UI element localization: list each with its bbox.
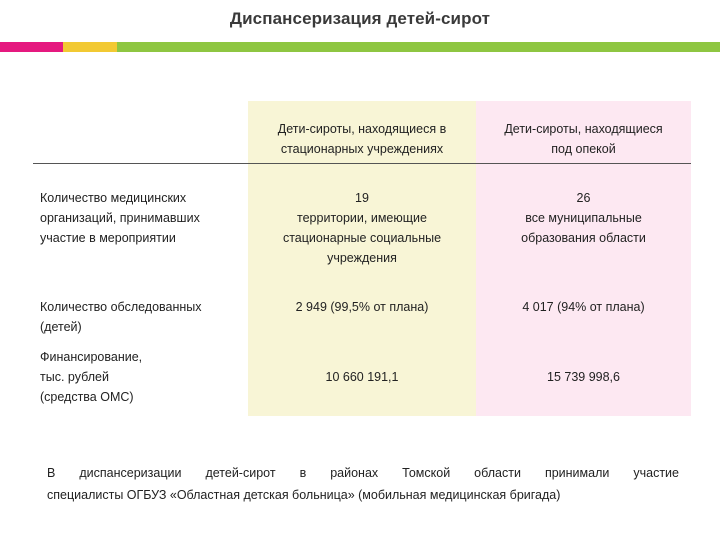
cell-examined-institutions <box>248 297 476 317</box>
cell-organizations-guardianship <box>476 188 691 248</box>
stripe-segment-yellow <box>63 42 117 52</box>
row-label-line: организаций, принимавших <box>40 211 200 225</box>
row-label-line: Количество обследованных <box>40 300 202 314</box>
cell-detail: образования области <box>521 231 646 245</box>
cell-detail: все муниципальные <box>525 211 642 225</box>
cell-detail: учреждения <box>327 251 397 265</box>
cell-value: 2 949 (99,5% от плана) <box>295 300 429 314</box>
cell-financing-institutions <box>248 367 476 387</box>
cell-organizations-institutions <box>248 188 476 268</box>
cell-value: 19 <box>355 191 369 205</box>
page-title: Диспансеризация детей-сирот <box>229 9 491 28</box>
row-label-organizations <box>40 188 245 248</box>
cell-value: 4 017 (94% от плана) <box>522 300 645 314</box>
row-label-line: участие в мероприятии <box>40 231 176 245</box>
stripe-segment-pink <box>0 42 63 52</box>
row-label-line: (детей) <box>40 320 82 334</box>
cell-value: 15 739 998,6 <box>547 370 620 384</box>
header-divider <box>33 163 691 164</box>
row-label-line: тыс. рублей <box>40 370 109 384</box>
footnote-line: специалисты ОГБУЗ «Областная детская больница» (мобильная медицинская бригада) <box>47 488 561 502</box>
column-header-institutions <box>248 119 476 159</box>
cell-value: 26 <box>576 191 591 205</box>
column-header-guardianship <box>476 119 691 159</box>
row-label-examined <box>40 297 245 337</box>
row-label-line: (средства ОМС) <box>40 390 134 404</box>
row-label-line: Финансирование, <box>40 350 143 364</box>
stripe-segment-green <box>117 42 720 52</box>
cell-value: 10 660 191,1 <box>325 370 399 384</box>
cell-detail: территории, имеющие <box>297 211 427 225</box>
column-header-line: Дети-сироты, находящиеся в <box>277 122 447 136</box>
row-label-line: Количество медицинских <box>40 191 187 205</box>
color-stripe <box>0 42 720 52</box>
footnote-line: В диспансеризации детей-сирот в районах Томской области принимали участие <box>47 466 679 480</box>
footnote <box>47 462 679 506</box>
column-header-line: Дети-сироты, находящиеся <box>504 122 663 136</box>
cell-detail: стационарные социальные <box>282 231 442 245</box>
column-header-line: под опекой <box>551 142 616 156</box>
column-header-line: стационарных учреждениях <box>280 142 444 156</box>
row-label-financing <box>40 347 245 407</box>
cell-examined-guardianship <box>476 297 691 317</box>
cell-financing-guardianship <box>476 367 691 387</box>
